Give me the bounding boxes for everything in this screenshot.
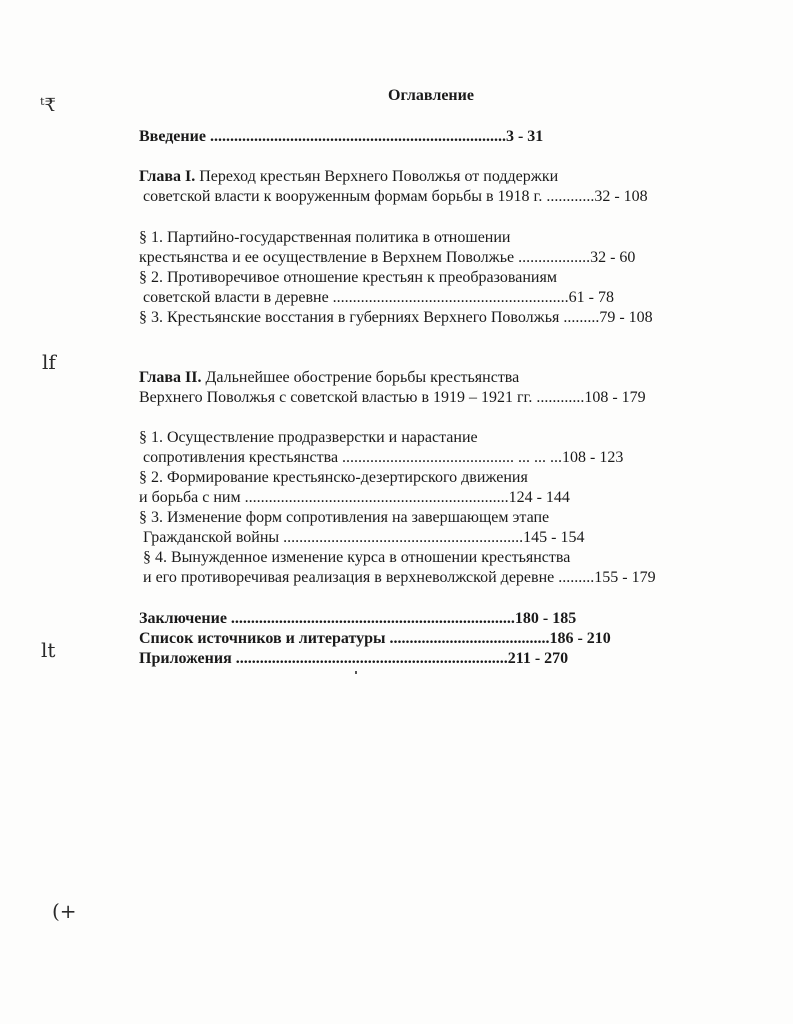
toc-chapter-1-line-1: Глава I. Переход крестьян Верхнего Поволжья от поддержки <box>139 168 559 185</box>
toc-ch1-section-2-line-1: § 2. Противоречивое отношение крестьян к преобразованиям <box>139 269 557 286</box>
toc-entry-sources: Список источников и литературы ........................................186 - 210 <box>139 630 611 647</box>
toc-chapter-2-line-1-rest: Дальнейшее обострение борьбы крестьянства <box>201 369 520 386</box>
toc-ch1-section-1-line-2: крестьянства и ее осуществление в Верхнем Поволжье ..................32 - 60 <box>139 249 636 266</box>
margin-handwritten-mark-2: lf <box>42 350 56 374</box>
toc-ch2-section-4-line-1: § 4. Вынужденное изменение курса в отношении крестьянства <box>139 549 571 566</box>
margin-handwritten-mark-3: lt <box>41 638 56 662</box>
toc-ch2-section-3-line-2: Гражданской войны ............................................................145 - 154 <box>139 529 585 546</box>
toc-ch2-section-2-line-1: § 2. Формирование крестьянско-дезертирского движения <box>139 469 528 486</box>
toc-chapter-1-line-2: советской власти к вооруженным формам борьбы в 1918 г. ............32 - 108 <box>139 188 648 205</box>
margin-handwritten-mark-4: (+ <box>52 899 77 923</box>
toc-ch1-section-3: § 3. Крестьянские восстания в губерниях Верхнего Поволжья .........79 - 108 <box>139 309 653 326</box>
toc-ch2-section-3-line-1: § 3. Изменение форм сопротивления на завершающем этапе <box>139 509 550 526</box>
toc-chapter-2-line-2: Верхнего Поволжья с советской властью в 1919 – 1921 гг. ............108 - 179 <box>139 389 646 406</box>
toc-ch1-section-1-line-1: § 1. Партийно-государственная политика в отношении <box>139 229 511 246</box>
toc-ch1-section-2-line-2: советской власти в деревне ...........................................................61 - 78 <box>139 289 615 306</box>
toc-entry-intro: Введение ..........................................................................3 - 31 <box>139 128 544 145</box>
page-title: Оглавление <box>388 87 474 104</box>
margin-handwritten-mark-1: ᵗ₹ <box>40 95 56 116</box>
scan-speck <box>355 671 357 674</box>
toc-ch2-section-1-line-2: сопротивления крестьянства ........................................... ... ... ...108 - 123 <box>139 449 624 466</box>
toc-entry-appendix: Приложения ....................................................................211 - 270 <box>139 650 569 667</box>
toc-ch2-section-1-line-1: § 1. Осуществление продразверстки и нарастание <box>139 429 478 446</box>
toc-ch2-section-2-line-2: и борьба с ним ..................................................................124 - 144 <box>139 489 570 506</box>
toc-ch2-section-4-line-2: и его противоречивая реализация в верхневолжской деревне .........155 - 179 <box>139 569 656 586</box>
toc-entry-conclusion: Заключение .......................................................................180 - 185 <box>139 610 577 627</box>
toc-chapter-1-line-1-rest: Переход крестьян Верхнего Поволжья от поддержки <box>195 168 559 185</box>
toc-chapter-2-line-1: Глава II. Дальнейшее обострение борьбы крестьянства <box>139 369 520 386</box>
